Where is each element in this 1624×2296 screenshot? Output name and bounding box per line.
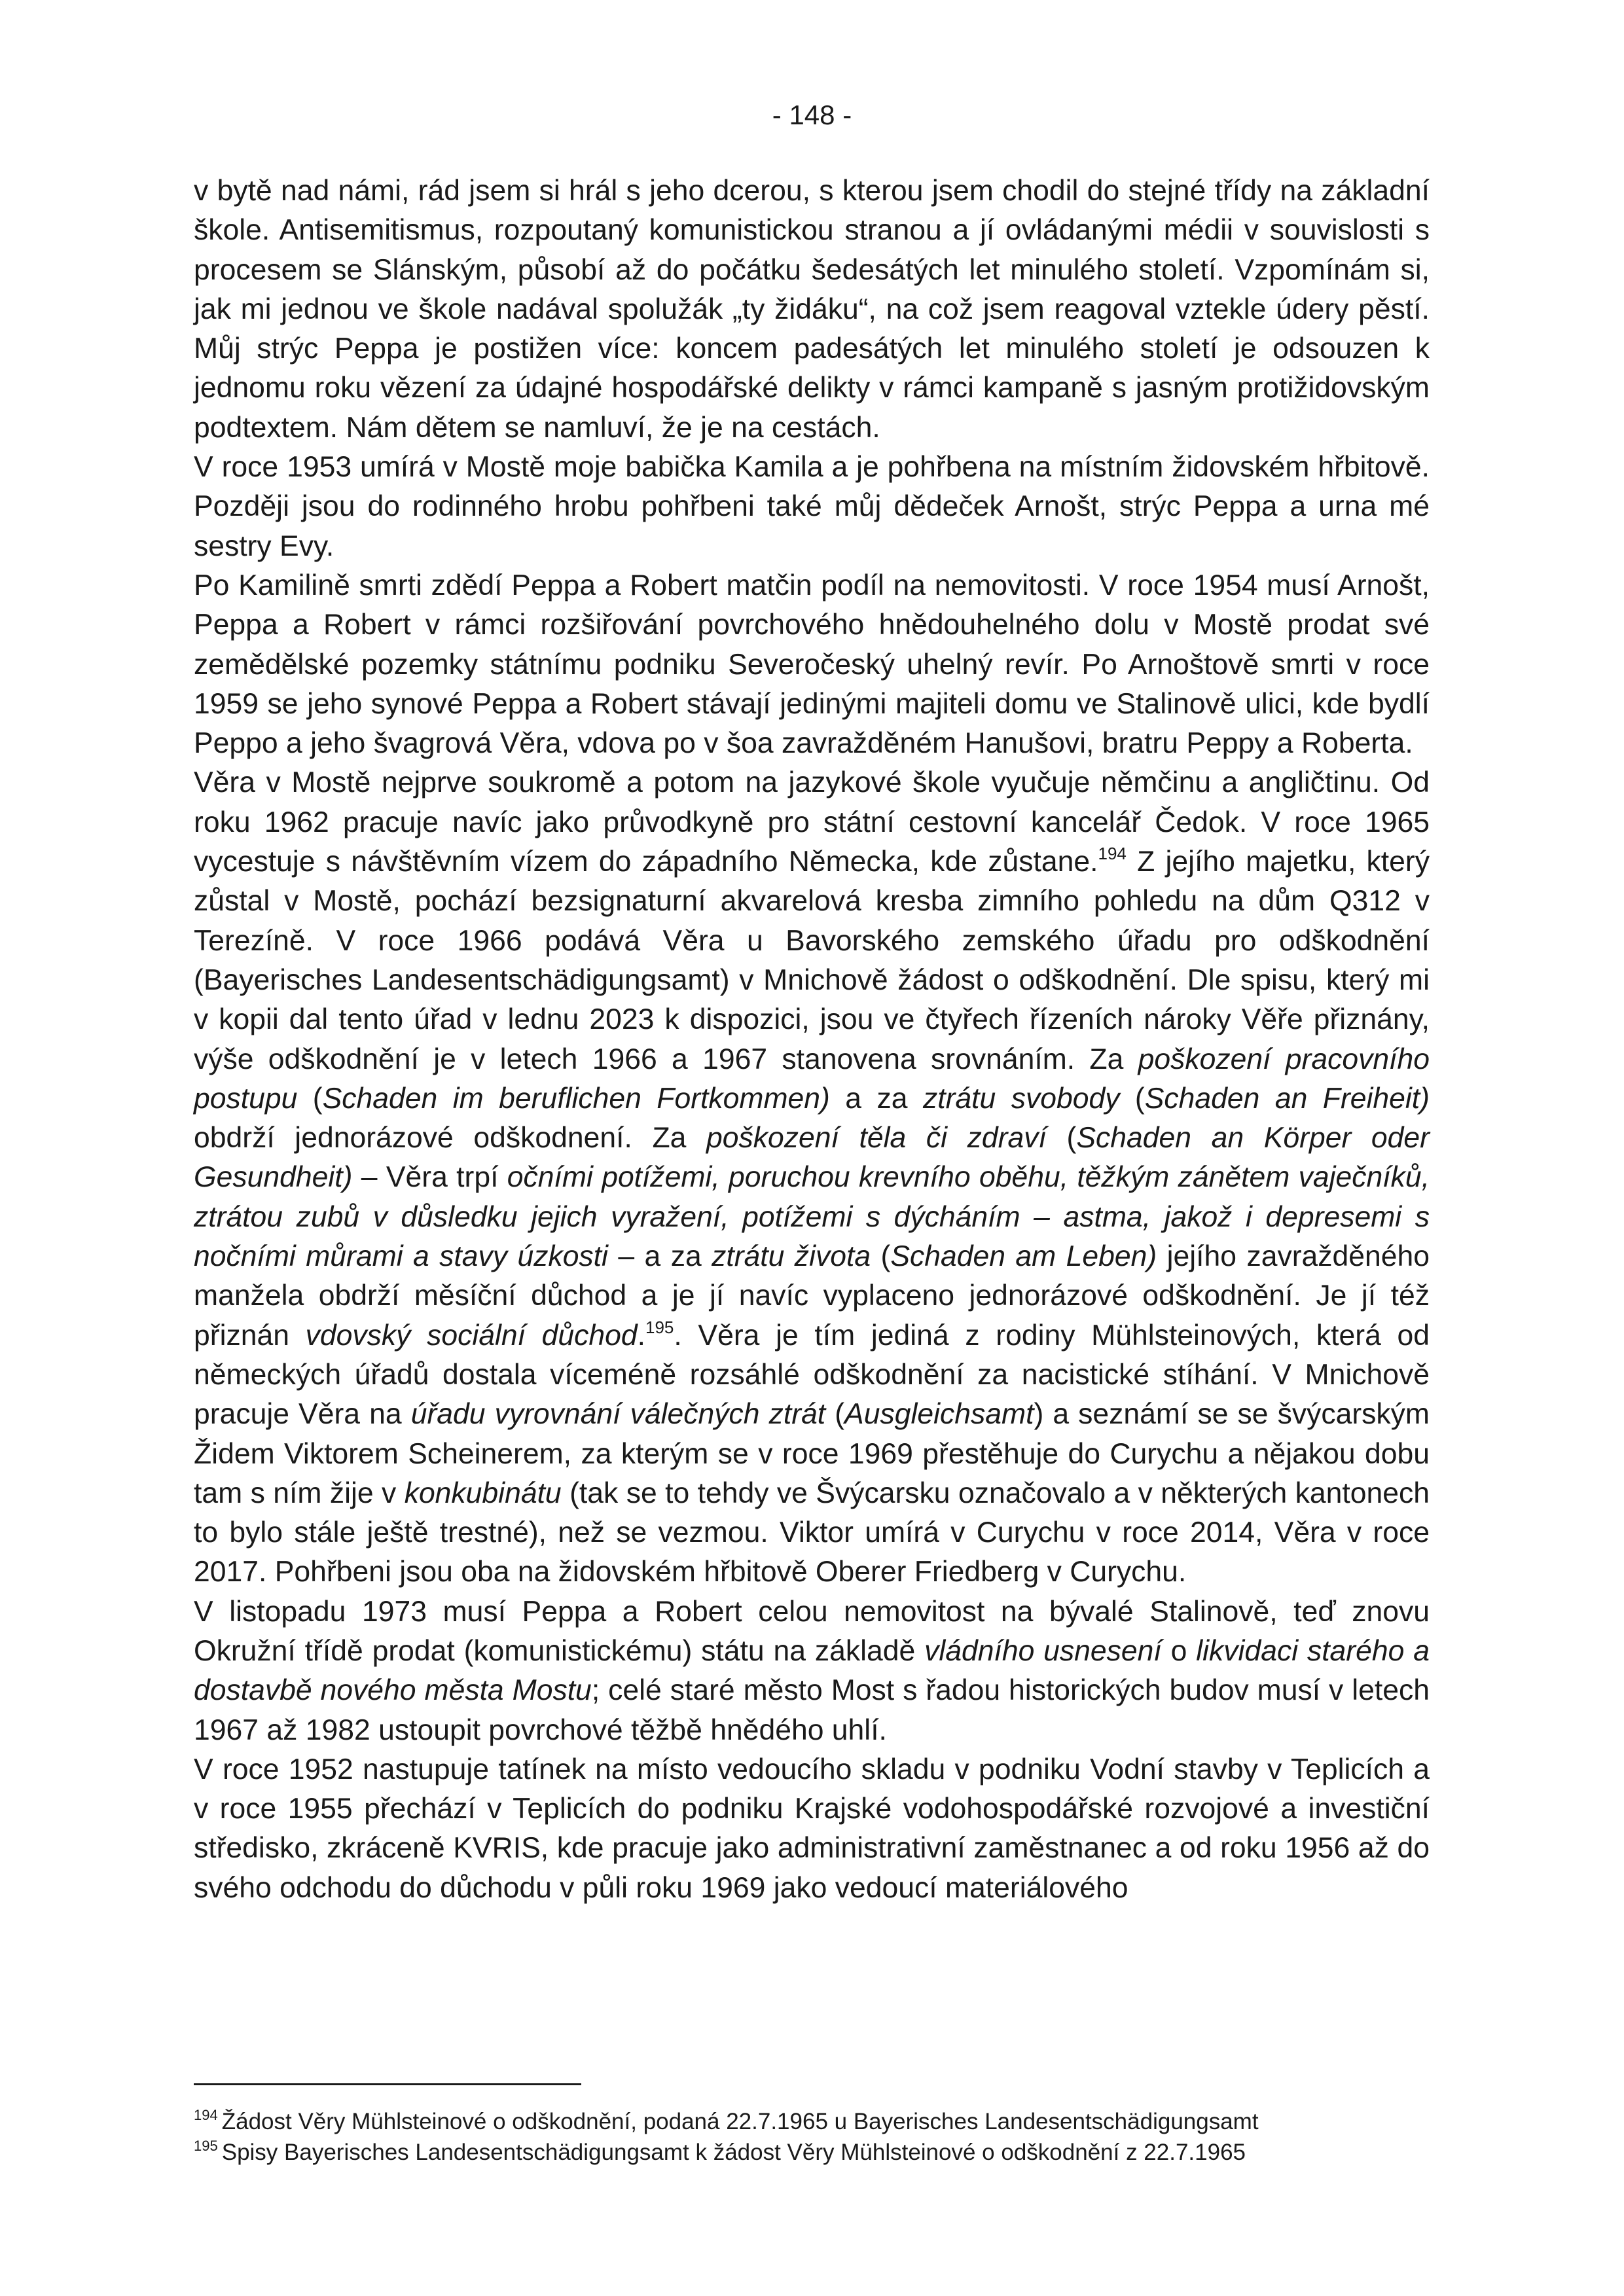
paragraph: Po Kamilině smrti zdědí Peppa a Robert matčin podíl na nemovitosti. V roce 1954 musí Arnošt, Peppa a Robert v rámci rozšiřování povrchového hnědouhelného dolu v Mostě prodat své zemědělské pozemky státnímu podniku Severočeský uhelný revír. Po Arnoštově smrti v roce 1959 se jeho synové Peppa a Robert stávají jedinými majiteli domu ve Stalinově ulici, kde bydlí Peppo a jeho švagrová Věra, vdova po v šoa zavražděném Hanušovi, bratru Peppy a Roberta. <box>194 569 1430 760</box>
body-text <box>194 171 1430 1908</box>
page-number: - 148 - <box>772 99 852 130</box>
footnote-text: Spisy Bayerisches Landesentschädigungsamt k žádost Věry Mühlsteinové o odškodnění z 22.7.1965 <box>221 2140 1246 2165</box>
footnote-separator <box>194 2083 581 2085</box>
footnote <box>194 2137 1430 2168</box>
footnote-text: Žádost Věry Mühlsteinové o odškodnění, podaná 22.7.1965 u Bayerisches Landesentschädigungsamt <box>221 2109 1259 2134</box>
paragraph: V listopadu 1973 musí Peppa a Robert celou nemovitost na bývalé Stalinově, teď znovu Okružní třídě prodat (komunistickému) státu na základě vládního usnesení o likvidaci starého a dostavbě nového města Mostu; celé staré město Most s řadou historických budov musí v letech 1967 až 1982 ustoupit povrchové těžbě hnědého uhlí. <box>194 1595 1430 1746</box>
paragraph: V roce 1952 nastupuje tatínek na místo vedoucího skladu v podniku Vodní stavby v Teplicích a v roce 1955 přechází v Teplicích do podniku Krajské vodohospodářské rozvojové a investiční středisko, zkráceně KVRIS, kde pracuje jako administrativní zaměstnanec a od roku 1956 až do svého odchodu do důchodu v půli roku 1969 jako vedoucí materiálového <box>194 1753 1430 1904</box>
footnote-ref-195[interactable]: 195 <box>645 1317 674 1337</box>
paragraph: v bytě nad námi, rád jsem si hrál s jeho dcerou, s kterou jsem chodil do stejné třídy na základní škole. Antisemitismus, rozpoutaný komunistickou stranou a jí ovládanými médii v souvislosti s procesem se Slánským, působí až do počátku šedesátých let minulého století. Vzpomínám si, jak mi jednou ve škole nadával spolužák „ty židáku“, na což jsem reagoval vztekle údery pěstí. Můj strýc Peppa je postižen více: koncem padesátých let minulého století je odsouzen k jednomu roku vězení za údajné hospodářské delikty v rámci kampaně s jasným protižidovským podtextem. Nám dětem se namluví, že je na cestách. <box>194 175 1430 444</box>
footnote-ref-194[interactable]: 194 <box>1098 844 1127 864</box>
footnote-mark: 194 <box>194 2107 218 2123</box>
footnote <box>194 2106 1430 2137</box>
footnote-mark: 195 <box>194 2138 218 2154</box>
paragraph: Věra v Mostě nejprve soukromě a potom na jazykové škole vyučuje němčinu a angličtinu. Od roku 1962 pracuje navíc jako průvodkyně pro státní cestovní kancelář Čedok. V roce 1965 vycestuje s návštěvním vízem do západního Německa, kde zůstane.$^{194}$ Z jejího majetku, který zůstal v Mostě, pochází bezsignaturní akvarelová kresba zimního pohledu na dům Q312 v Terezíně. V roce 1966 podává Věra u Bavorského zemského úřadu pro odškodnění (Bayerisches Landesentschädigungsamt) v Mnichově žádost o odškodnění. Dle spisu, který mi v kopii dal tento úřad v lednu 2023 k dispozici, jsou ve čtyřech řízeních nároky Věře přiznány, výše odškodnění je v letech 1966 a 1967 stanovena srovnáním. Za poškození pracovního postupu (Schaden im beruflichen Fortkommen) a za ztrátu svobody (Schaden an Freiheit) obdrží jednorázové odškodnení. Za poškození těla či zdraví (Schaden an Körper oder Gesundheit) – Věra trpí očními potížemi, poruchou krevního oběhu, těžkým zánětem vaječníků, ztrátou zubů v důsledku jejich vyražení, potížemi s dýcháním – astma, jakož i depresemi s nočními můrami a stavy úzkosti – a za ztrátu života (Schaden am Leben) jejího zavražděného manžela obdrží měsíční důchod a je jí navíc vyplaceno jednorázové odškodnění. Je jí též přiznán vdovský sociální důchod.$^{195}$. Věra je tím jediná z rodiny Mühlsteinových, která od německých úřadů dostala víceméně rozsáhlé odškodnění za nacistické stíhání. V Mnichově pracuje Věra na úřadu vyrovnání válečných ztrát (Ausgleichsamt) a seznámí se se švýcarským Židem Viktorem Scheinerem, za kterým se v roce 1969 přestěhuje do Curychu a nějakou dobu tam s ním žije v konkubinátu (tak se to tehdy ve Švýcarsku označovalo a v některých kantonech to bylo stále ještě trestné), než se vezmou. Viktor umírá v Curychu v roce 2014, Věra v roce 2017. Pohřbeni jsou oba na židovském hřbitově Oberer Friedberg v Curychu. <box>194 766 1430 1588</box>
footnotes <box>194 2106 1430 2168</box>
paragraph: V roce 1953 umírá v Mostě moje babička Kamila a je pohřbena na místním židovském hřbitově. Později jsou do rodinného hrobu pohřbeni také můj dědeček Arnošt, strýc Peppa a urna mé sestry Evy. <box>194 451 1430 562</box>
